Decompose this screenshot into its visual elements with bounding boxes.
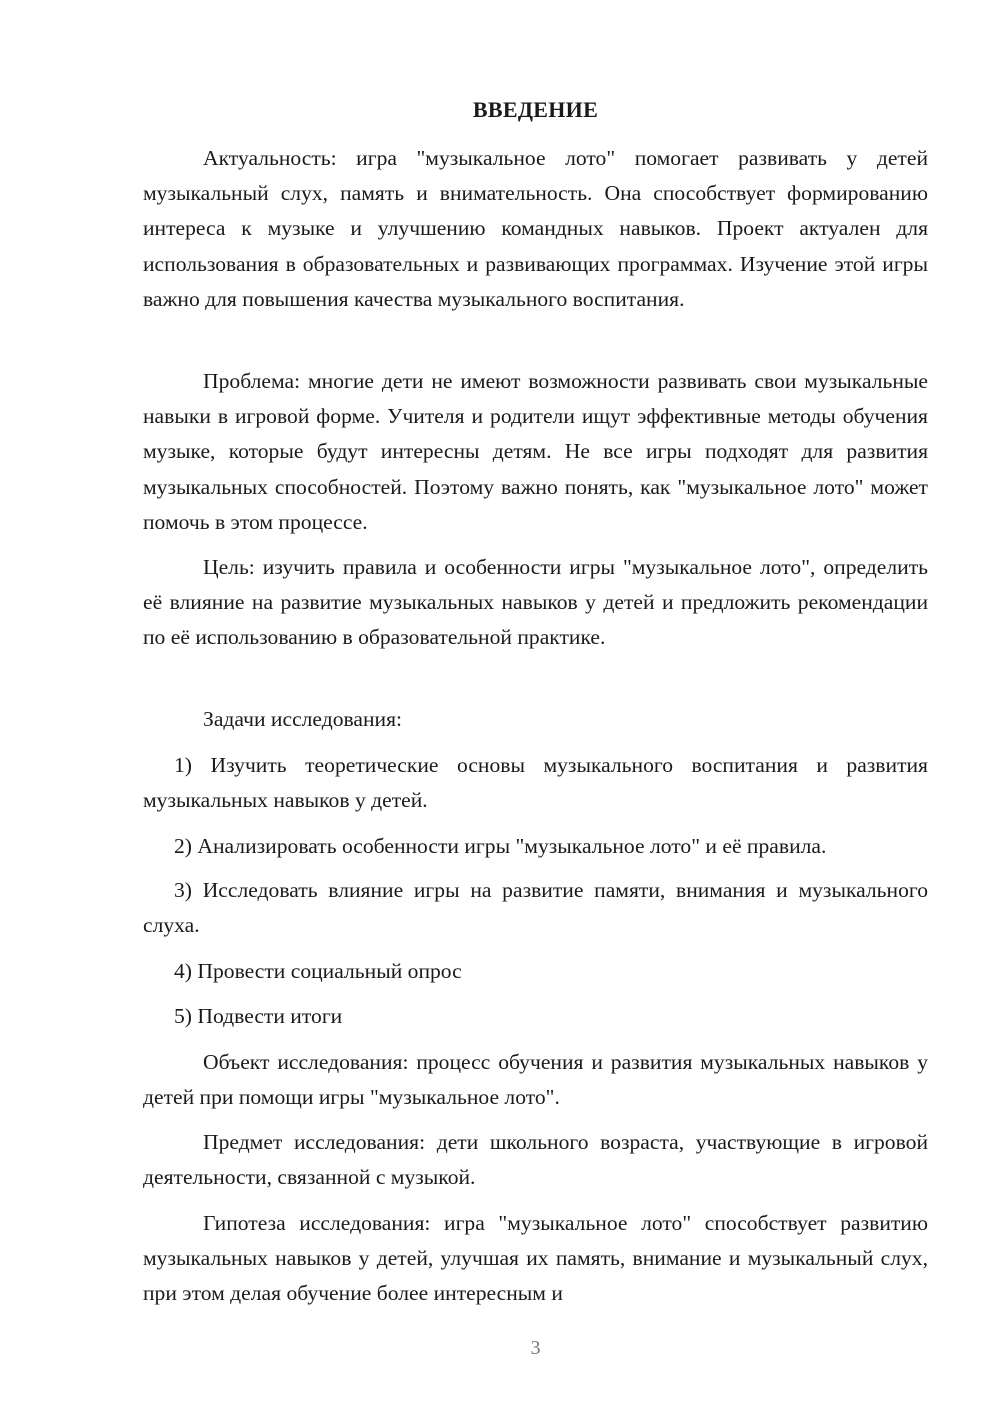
task-item-2: 2) Анализировать особенности игры "музыкальное лото" и её правила. [174,834,827,858]
paragraph-goal: Цель: изучить правила и особенности игры "музыкальное лото", определить её влияние на развитие музыкальных навыков у детей и предложить рекомендации по её использованию в образовательной практике. [143,555,928,650]
paragraph-problem: Проблема: многие дети не имеют возможности развивать свои музыкальные навыки в игровой форме. Учителя и родители ищут эффективные методы обучения музыке, которые будут интересны детям. Не все игры подходят для развития музыкальных способностей. Поэтому важно понять, как "музыкальное лото" может помочь в этом процессе. [143,369,928,534]
tasks-heading: Задачи исследования: [203,707,403,731]
task-item-1: 1) Изучить теоретические основы музыкального воспитания и развития музыкальных навыков у детей. [143,753,928,813]
page-number: 3 [530,1337,541,1359]
paragraph-relevance: Актуальность: игра "музыкальное лото" помогает развивать у детей музыкальный слух, память и внимательность. Она способствует формированию интереса к музыке и улучшению командных навыков. Проект актуален для использования в образовательных и развивающих программах. Изучение этой игры важно для повышения качества музыкального воспитания. [143,146,928,311]
task-item-5: 5) Подвести итоги [174,1004,343,1028]
paragraph-hypothesis: Гипотеза исследования: игра "музыкальное лото" способствует развитию музыкальных навыков у детей, улучшая их память, внимание и музыкальный слух, при этом делая обучение более интересным и [143,1211,928,1306]
paragraph-subject: Предмет исследования: дети школьного возраста, участвующие в игровой деятельности, связанной с музыкой. [143,1130,928,1190]
paragraph-object: Объект исследования: процесс обучения и развития музыкальных навыков у детей при помощи игры "музыкальное лото". [143,1050,928,1110]
task-item-4: 4) Провести социальный опрос [174,959,462,983]
document-page [143,0,928,1414]
page-title: ВВЕДЕНИЕ [472,97,599,122]
task-item-3: 3) Исследовать влияние игры на развитие памяти, внимания и музыкального слуха. [143,878,928,938]
